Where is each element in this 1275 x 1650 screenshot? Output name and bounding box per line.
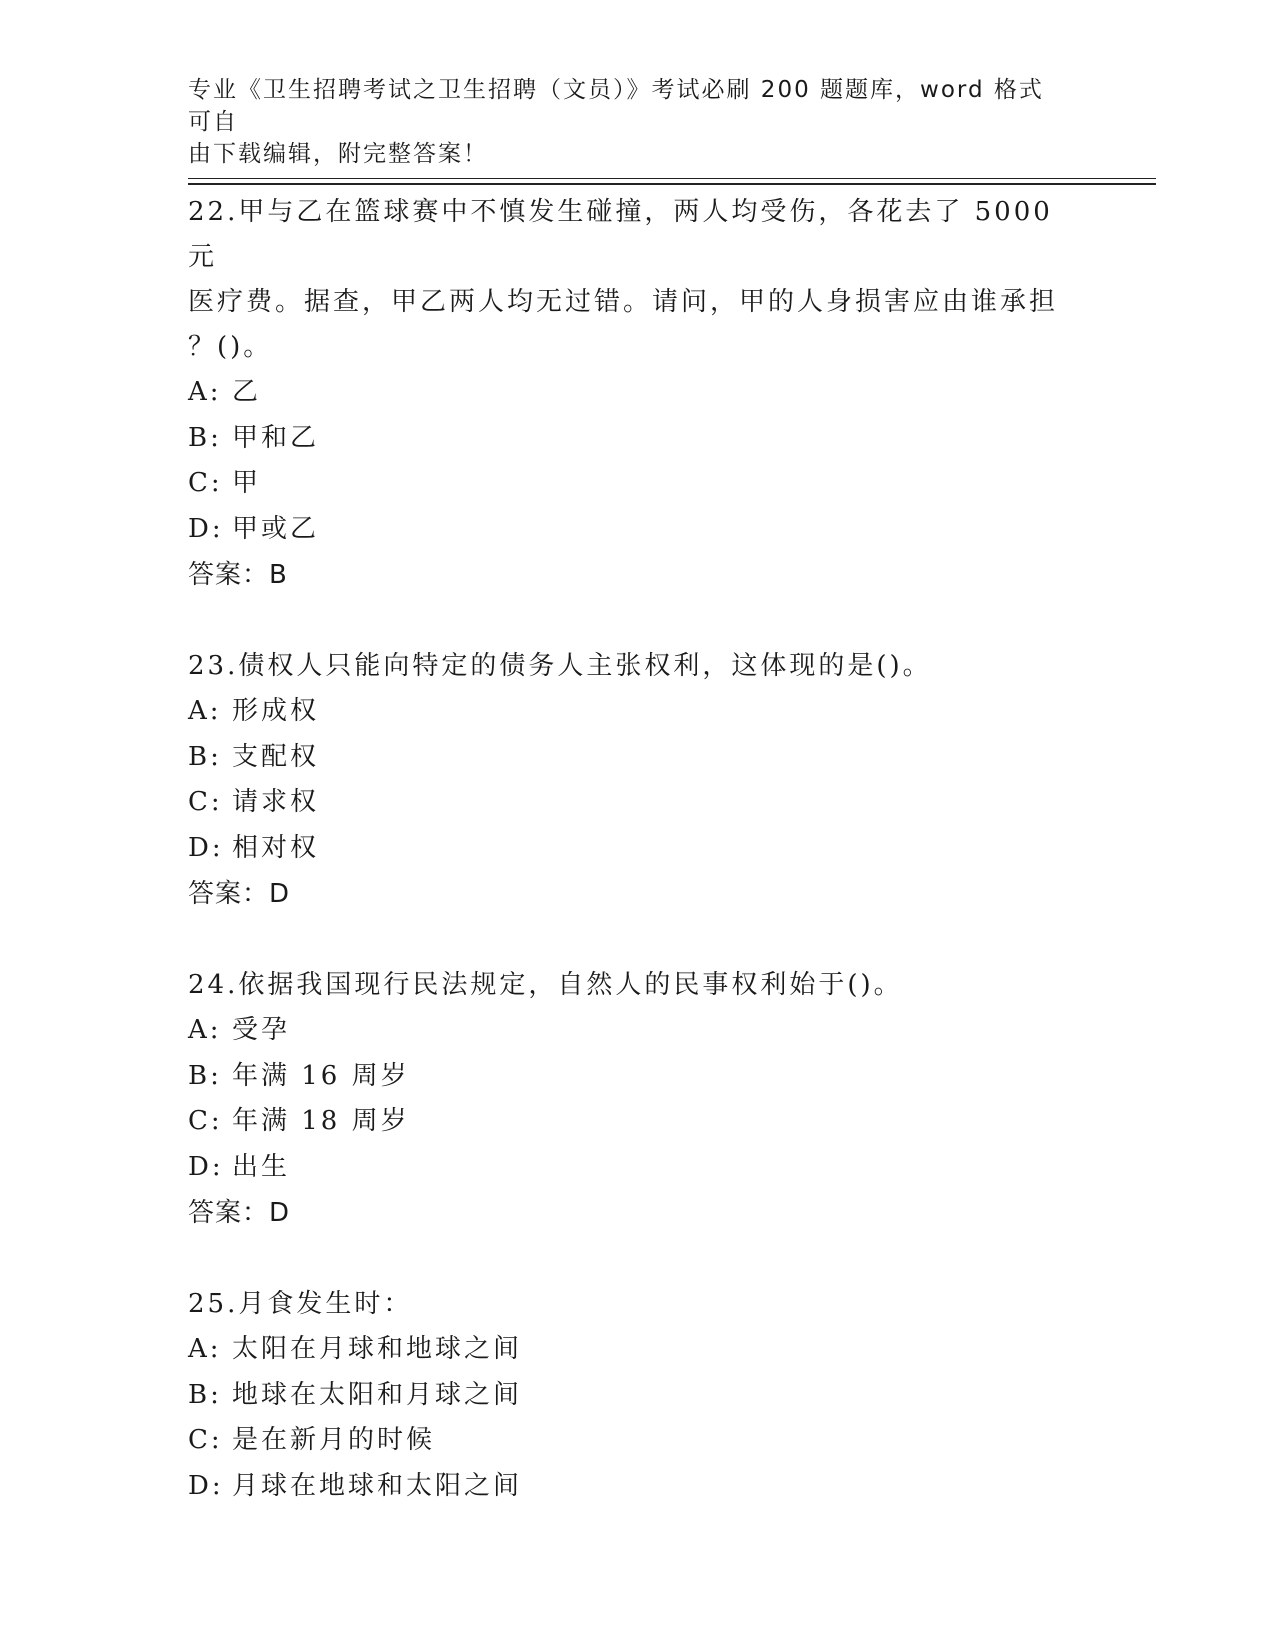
question-text-line: 医疗费。据查，甲乙两人均无过错。请问，甲的人身损害应由谁承担 <box>188 287 1059 317</box>
question-text-line: 23.债权人只能向特定的债务人主张权利，这体现的是()。 <box>188 651 932 681</box>
option-b <box>188 416 1088 462</box>
option-a <box>188 689 1088 735</box>
option-text: 相对权 <box>232 832 320 863</box>
option-c <box>188 461 1088 507</box>
spacer <box>188 1236 1088 1282</box>
question-text-line: 24.依据我国现行民法规定，自然人的民事权利始于()。 <box>188 970 903 1000</box>
option-letter: D: <box>188 832 224 863</box>
header-divider-thick <box>188 183 1156 185</box>
option-letter: B: <box>188 741 222 772</box>
option-c <box>188 1418 1088 1464</box>
option-text: 甲 <box>232 468 262 498</box>
answer-label: 答案：D <box>188 879 291 909</box>
option-letter: C: <box>188 787 223 817</box>
option-letter: B: <box>188 1379 222 1410</box>
option-text: 地球在太阳和月球之间 <box>232 1379 523 1410</box>
option-letter: B: <box>188 422 222 453</box>
spacer <box>188 598 1088 644</box>
option-letter: C: <box>188 1106 223 1136</box>
option-letter: D: <box>188 1470 224 1501</box>
header-divider-thin <box>188 178 1156 179</box>
option-text: 形成权 <box>232 696 320 726</box>
option-b <box>188 735 1088 781</box>
option-letter: A: <box>188 1334 222 1364</box>
option-letter: D: <box>188 1151 224 1182</box>
option-b <box>188 1054 1088 1100</box>
option-d <box>188 1145 1088 1191</box>
answer-label: 答案：B <box>188 560 288 590</box>
question-list <box>188 190 1088 1509</box>
option-d <box>188 826 1088 872</box>
option-letter: C: <box>188 468 223 498</box>
option-text: 出生 <box>232 1151 291 1182</box>
option-c <box>188 1099 1088 1145</box>
header-line-1: 专业《卫生招聘考试之卫生招聘（文员）》考试必刷 200 题题库，word 格式可自 <box>188 77 1044 135</box>
option-letter: A: <box>188 377 222 407</box>
option-text: 月球在地球和太阳之间 <box>232 1470 523 1501</box>
option-a <box>188 1327 1088 1373</box>
spacer <box>188 917 1088 963</box>
option-text: 乙 <box>232 377 262 407</box>
option-letter: D: <box>188 513 224 544</box>
option-letter: A: <box>188 1015 222 1045</box>
question-24 <box>188 963 1088 1236</box>
option-letter: C: <box>188 1425 223 1455</box>
question-text-line: ？()。 <box>188 332 273 362</box>
header-line-2: 由下载编辑，附完整答案！ <box>188 141 488 167</box>
option-b <box>188 1373 1088 1419</box>
option-d <box>188 1464 1088 1510</box>
question-22 <box>188 190 1088 598</box>
option-c <box>188 780 1088 826</box>
question-25 <box>188 1282 1088 1509</box>
option-text: 受孕 <box>232 1015 291 1045</box>
option-text: 请求权 <box>232 787 320 817</box>
option-letter: B: <box>188 1060 222 1091</box>
question-23 <box>188 644 1088 917</box>
option-text: 支配权 <box>232 741 320 772</box>
option-text: 太阳在月球和地球之间 <box>232 1334 523 1364</box>
option-text: 甲和乙 <box>232 422 320 453</box>
option-text: 是在新月的时候 <box>232 1425 436 1455</box>
option-text: 甲或乙 <box>232 513 320 544</box>
option-text: 年满 18 周岁 <box>232 1106 410 1136</box>
option-letter: A: <box>188 696 222 726</box>
question-text-line: 25.月食发生时： <box>188 1289 413 1319</box>
document-header <box>188 74 1068 170</box>
option-text: 年满 16 周岁 <box>232 1060 410 1091</box>
question-text-line: 22.甲与乙在篮球赛中不慎发生碰撞，两人均受伤，各花去了 5000 元 <box>188 197 1053 272</box>
option-d <box>188 507 1088 553</box>
option-a <box>188 370 1088 416</box>
option-a <box>188 1008 1088 1054</box>
answer-label: 答案：D <box>188 1198 291 1228</box>
